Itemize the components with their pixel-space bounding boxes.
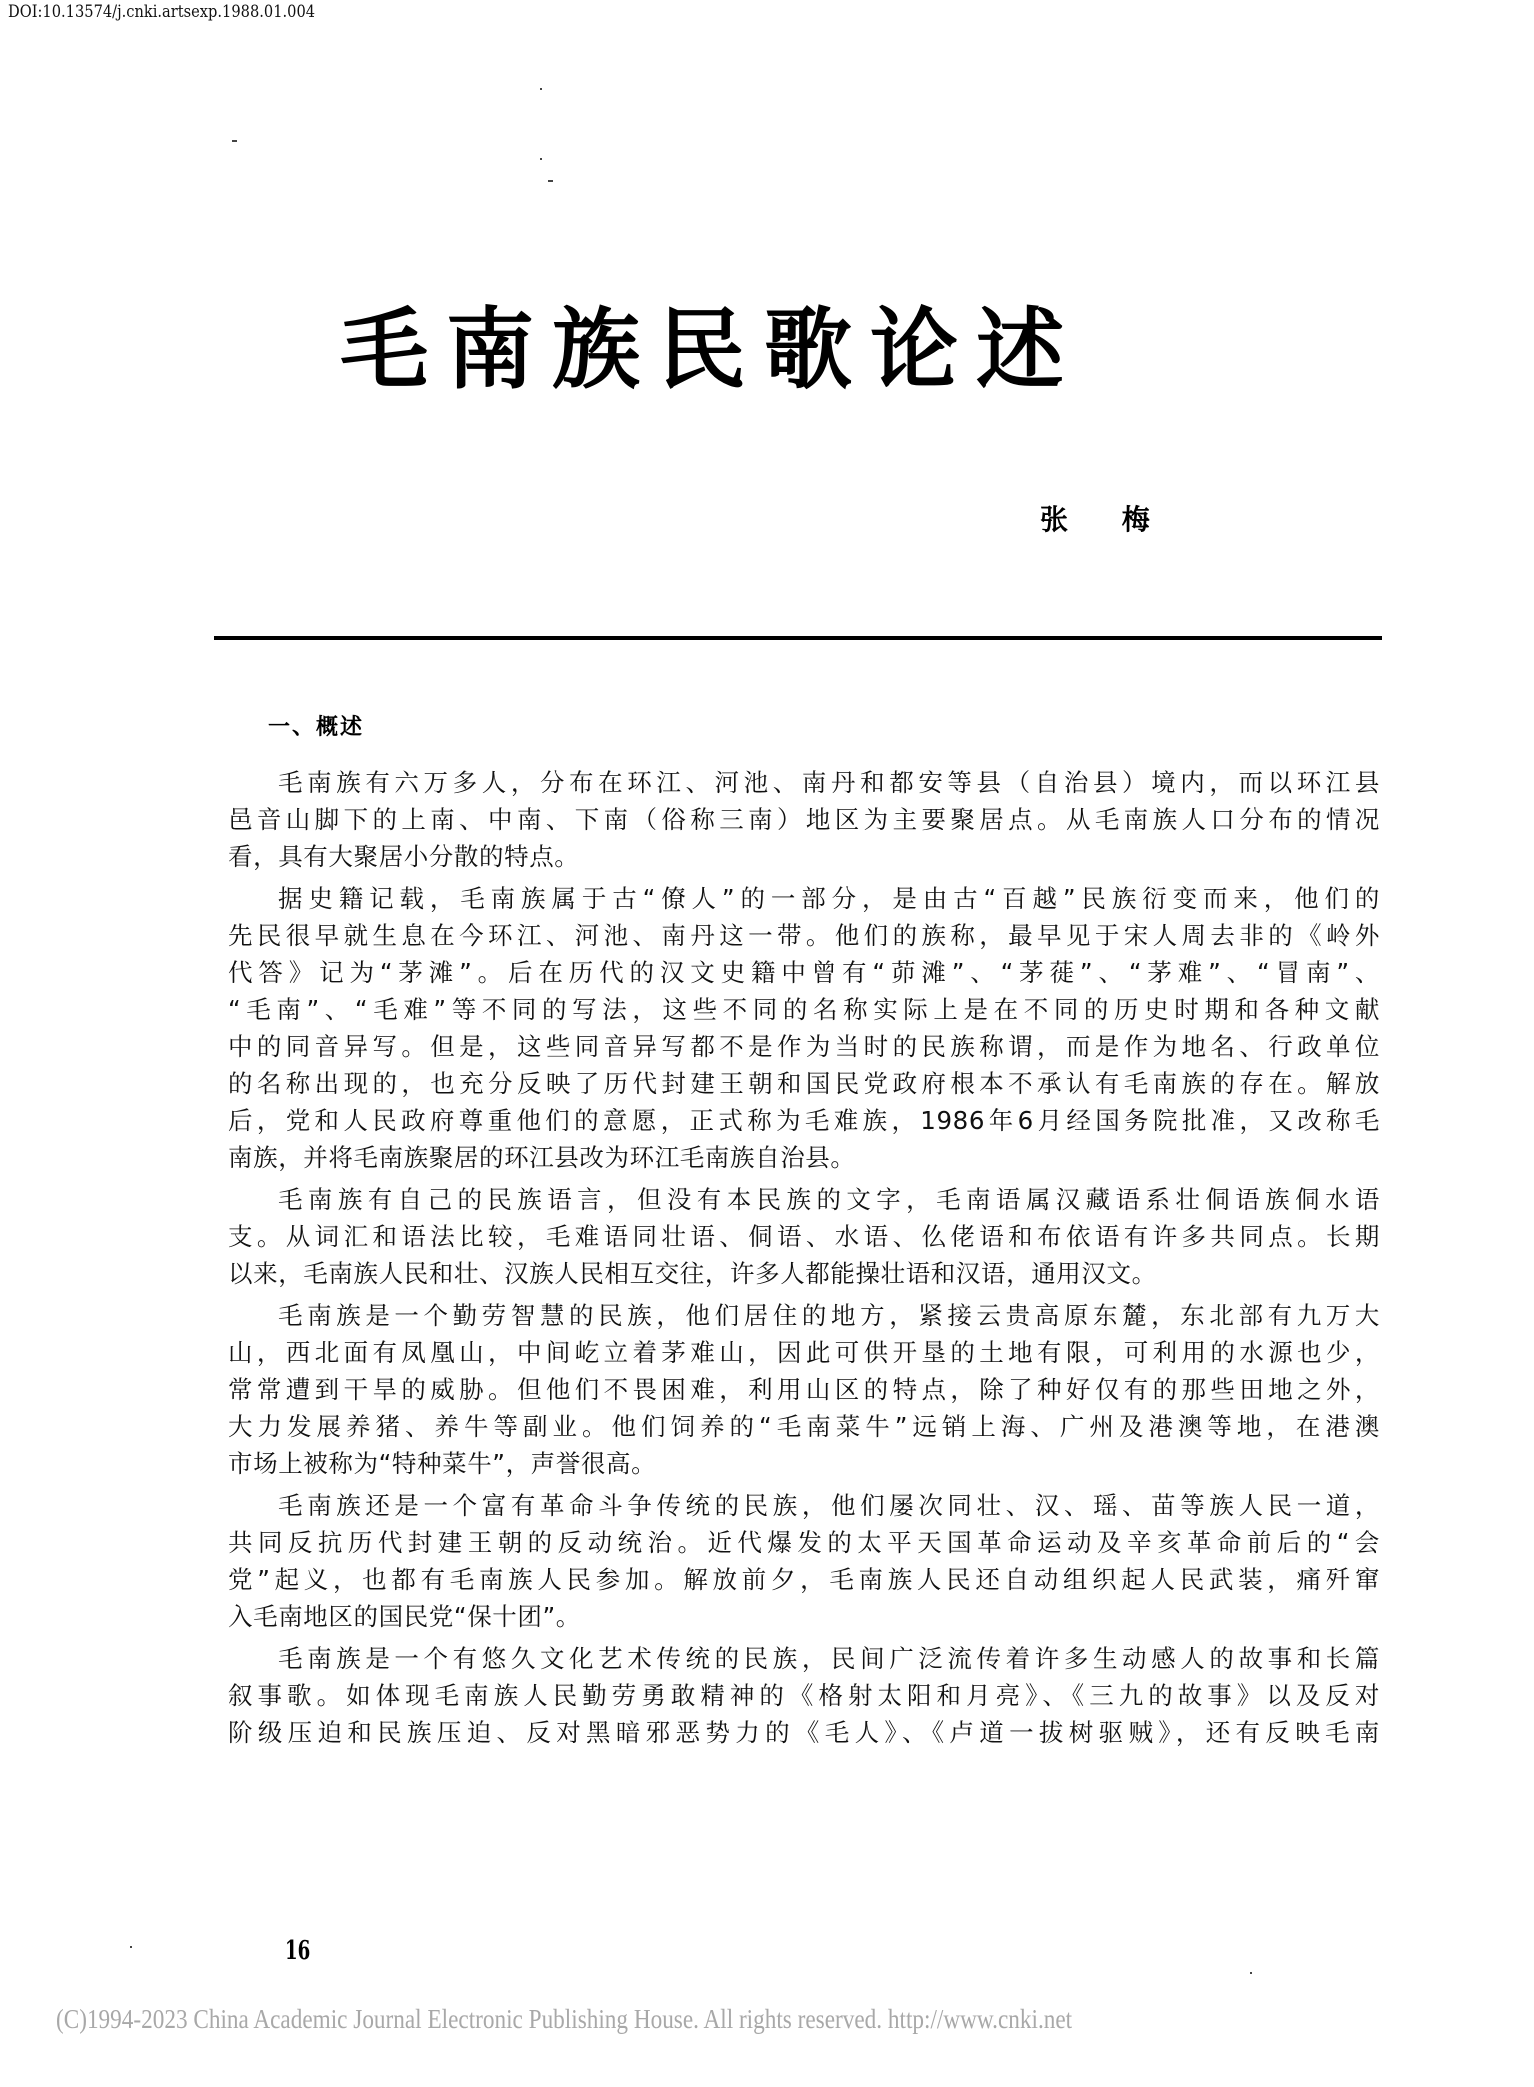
scan-speck [1250, 1972, 1252, 1974]
paragraph [228, 764, 1380, 875]
scan-speck [540, 88, 542, 90]
text-line: 入毛南地区的国民党“保十团”。 [228, 1602, 581, 1631]
paragraph [228, 1297, 1380, 1482]
article-author: 张 梅 [1040, 503, 1172, 536]
text-line: 支。从词汇和语法比较，毛难语同壮语、侗语、水语、仫佬语和布依语有许多共同点。长期 [228, 1222, 1380, 1251]
paragraph [228, 1640, 1380, 1751]
text-line: 的名称出现的，也充分反映了历代封建王朝和国民党政府根本不承认有毛南族的存在。解放 [228, 1069, 1380, 1098]
article-body [228, 764, 1380, 1756]
text-line: 大力发展养猪、养牛等副业。他们饲养的“毛南菜牛”远销上海、广州及港澳等地，在港澳 [228, 1412, 1380, 1441]
text-line: 以来，毛南族人民和壮、汉族人民相互交往，许多人都能操壮语和汉语，通用汉文。 [228, 1259, 1157, 1288]
text-line: 毛南族是一个勤劳智慧的民族，他们居住的地方，紧接云贵高原东麓，东北部有九万大 [278, 1301, 1380, 1330]
text-line: 邑音山脚下的上南、中南、下南（俗称三南）地区为主要聚居点。从毛南族人口分布的情况 [228, 805, 1380, 834]
scan-speck [548, 180, 553, 182]
text-line: 阶级压迫和民族压迫、反对黑暗邪恶势力的《毛人》、《卢道一拔树驱贼》，还有反映毛南 [228, 1718, 1380, 1747]
scan-speck [232, 140, 237, 142]
text-line: 后，党和人民政府尊重他们的意愿，正式称为毛难族，1986年6月经国务院批准，又改称毛 [228, 1106, 1380, 1135]
text-line: 代答》记为“茅滩”。后在历代的汉文史籍中曾有“茆滩”、“茅蓰”、“茅难”、“冒南”、 [228, 958, 1380, 987]
title-divider [214, 636, 1382, 640]
section-heading: 一、概述 [268, 715, 365, 740]
text-line: 常常遭到干旱的威胁。但他们不畏困难，利用山区的特点，除了种好仅有的那些田地之外， [228, 1375, 1380, 1404]
paragraph [228, 880, 1380, 1176]
scan-speck [540, 158, 542, 160]
text-line: 党”起义，也都有毛南族人民参加。解放前夕，毛南族人民还自动组织起人民武装，痛歼窜 [228, 1565, 1380, 1594]
text-line: 毛南族还是一个富有革命斗争传统的民族，他们屡次同壮、汉、瑶、苗等族人民一道， [278, 1491, 1380, 1520]
paragraph [228, 1181, 1380, 1292]
text-line: “毛南”、“毛难”等不同的写法，这些不同的名称实际上是在不同的历史时期和各种文献 [228, 995, 1380, 1024]
scan-speck [130, 1946, 132, 1948]
text-line: 看，具有大聚居小分散的特点。 [228, 842, 580, 871]
text-line: 市场上被称为“特种菜牛”，声誉很高。 [228, 1449, 657, 1478]
text-line: 共同反抗历代封建王朝的反动统治。近代爆发的太平天国革命运动及辛亥革命前后的“会 [228, 1528, 1380, 1557]
page-number: 16 [285, 1936, 311, 1966]
text-line: 山，西北面有凤凰山，中间屹立着茅难山，因此可供开垦的土地有限，可利用的水源也少， [228, 1338, 1380, 1367]
text-line: 叙事歌。如体现毛南族人民勤劳勇敢精神的《格射太阳和月亮》、《三九的故事》以及反对 [228, 1681, 1380, 1710]
paragraph [228, 1487, 1380, 1635]
text-line: 毛南族是一个有悠久文化艺术传统的民族，民间广泛流传着许多生动感人的故事和长篇 [278, 1644, 1380, 1673]
text-line: 中的同音异写。但是，这些同音异写都不是作为当时的民族称谓，而是作为地名、行政单位 [228, 1032, 1380, 1061]
text-line: 据史籍记载，毛南族属于古“僚人”的一部分，是由古“百越”民族衍变而来，他们的 [278, 884, 1380, 913]
text-line: 毛南族有六万多人，分布在环江、河池、南丹和都安等县（自治县）境内，而以环江县 [278, 768, 1380, 797]
text-line: 先民很早就生息在今环江、河池、南丹这一带。他们的族称，最早见于宋人周去非的《岭外 [228, 921, 1380, 950]
doi-identifier: DOI:10.13574/j.cnki.artsexp.1988.01.004 [8, 2, 316, 22]
text-line: 毛南族有自己的民族语言，但没有本民族的文字，毛南语属汉藏语系壮侗语族侗水语 [278, 1185, 1380, 1214]
text-line: 南族，并将毛南族聚居的环江县改为环江毛南族自治县。 [228, 1143, 856, 1172]
article-title: 毛南族民歌论述 [340, 297, 1083, 401]
copyright-notice: (C)1994-2023 China Academic Journal Electronic Publishing House. All rights reserved. http://www.cnki.net [56, 2004, 1073, 2034]
